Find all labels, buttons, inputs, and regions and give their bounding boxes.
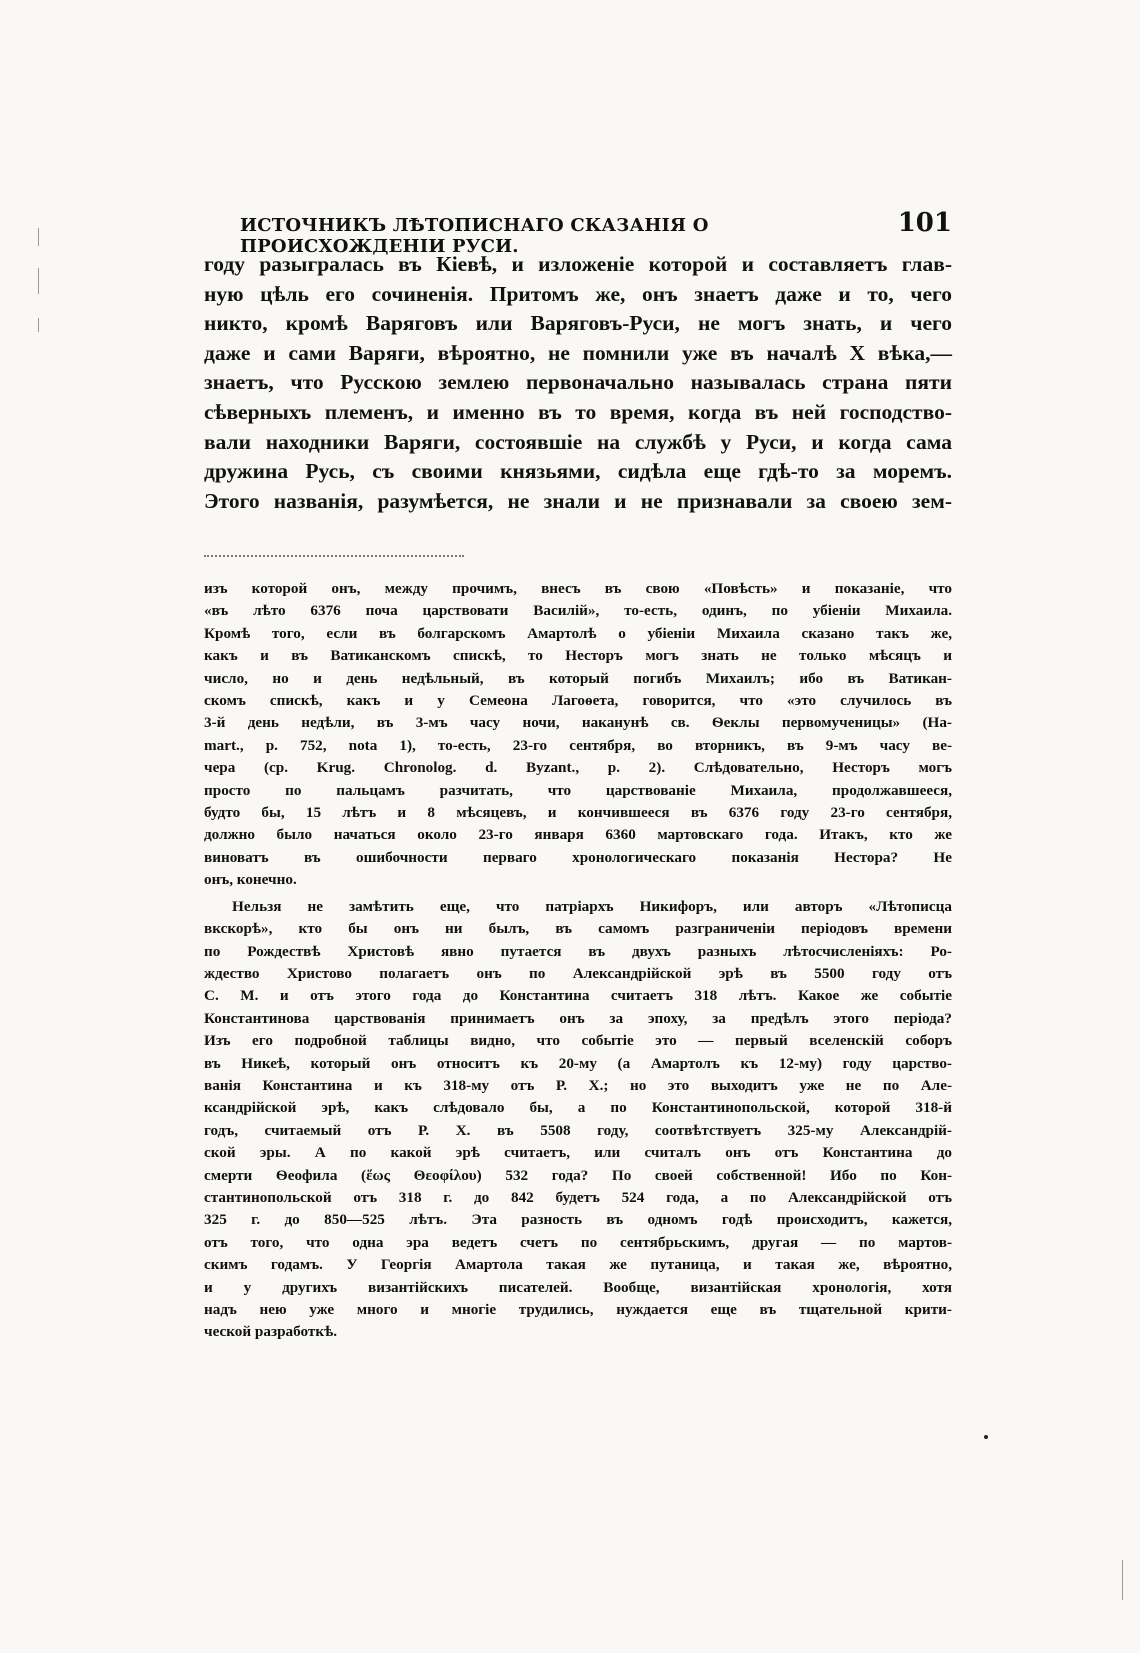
footnote-line: ской эры. А по какой эрѣ считаетъ, или считалъ онъ отъ Константина до <box>204 1144 952 1162</box>
footnote-line: просто по пальцамъ разчитать, что царствованіе Михаила, продолжавшееся, <box>204 781 952 799</box>
footnote-line: ксандрійской эрѣ, какъ слѣдовало бы, а по Константинопольской, которой 318-й <box>204 1099 952 1117</box>
footnote <box>204 578 952 1344</box>
main-line: дружина Русь, съ своими князьями, сидѣла еще гдѣ-то за моремъ. <box>204 459 952 484</box>
footnote-divider <box>204 555 464 557</box>
margin-mark-right <box>1122 1560 1123 1600</box>
footnote-line: онъ, конечно. <box>204 871 297 889</box>
main-line: знаетъ, что Русскою землею первоначально называлась страна пяти <box>204 370 952 395</box>
margin-mark-left-low <box>38 318 39 332</box>
footnote-line: смерти Ѳеофила (ἕως Θεοφίλου) 532 года? По своей собственной! Ибо по Кон- <box>204 1166 952 1184</box>
footnote-line: ждество Христово полагаетъ онъ по Александрійской эрѣ въ 5500 году отъ <box>204 964 952 982</box>
footnote-line: изъ которой онъ, между прочимъ, внесъ въ свою «Повѣсть» и показаніе, что <box>204 580 952 597</box>
footnote-line: по Рождествѣ Христовѣ явно путается въ двухъ разныхъ лѣтосчисленіяхъ: Ро- <box>204 942 952 960</box>
footnote-line: стантинопольской отъ 318 г. до 842 будетъ 524 года, а по Александрійской отъ <box>204 1188 952 1206</box>
main-line: Этого названія, разумѣется, не знали и не признавали за своею зем- <box>204 488 952 513</box>
footnote-line: виноватъ въ ошибочности перваго хронологическаго показанія Нестора? Не <box>204 848 952 866</box>
running-title: ИСТОЧНИКЪ ЛѢТОПИСНАГО СКАЗАНІЯ О ПРОИСХОЖДЕНІИ РУСИ. <box>240 215 709 257</box>
main-line: никто, кромѣ Варяговъ или Варяговъ-Руси, не могъ знать, и чего <box>204 311 952 336</box>
footnote-line: должно было начаться около 23-го января 6360 мартовскаго года. Итакъ, кто же <box>204 826 952 844</box>
footnote-line: 3-й день недѣли, въ 3-мъ часу ночи, наканунѣ св. Ѳеклы первомученицы» (Ha- <box>204 714 952 732</box>
margin-mark-left-top <box>38 228 39 246</box>
footnote-line: будто бы, 15 лѣтъ и 8 мѣсяцевъ, и кончившееся въ 6376 году 23-го сентября, <box>204 804 952 822</box>
footnote-line: Константинова царствованія принимаетъ онъ за эпоху, за предѣлъ этого періода? <box>204 1009 952 1027</box>
main-line: вали находники Варяги, состоявшіе на службѣ у Руси, и когда сама <box>204 429 952 454</box>
footnote-line: «въ лѣто 6376 поча царствовати Василій», то-есть, одинъ, по убіеніи Михаила. <box>204 602 952 620</box>
footnote-line: годъ, считаемый отъ Р. Х. въ 5508 году, соотвѣтствуетъ 325-му Александрій- <box>204 1121 952 1139</box>
ink-speck <box>984 1435 988 1439</box>
footnote-line: С. М. и отъ этого года до Константина считаетъ 318 лѣтъ. Какое же событіе <box>204 987 952 1005</box>
footnote-line: въ Никеѣ, который онъ относитъ къ 20-му (а Амартолъ къ 12-му) году царство- <box>204 1054 952 1072</box>
main-line: сѣверныхъ племенъ, и именно въ то время, когда въ ней господство- <box>204 399 952 424</box>
footnote-line: скимъ годамъ. У Георгія Амартола такая же путаница, и такая же, вѣроятно, <box>204 1256 952 1274</box>
main-line: даже и сами Варяги, вѣроятно, не помнили уже въ началѣ X вѣка,— <box>204 340 952 365</box>
footnote-line: скомъ спискѣ, какъ и у Семеона Лагоѳета, говорится, что «это случилось въ <box>204 692 952 710</box>
footnote-line: Кромѣ того, если въ болгарскомъ Амартолѣ о убіеніи Михаила сказано такъ же, <box>204 624 952 642</box>
main-line: году разыгралась въ Кіевѣ, и изложеніе которой и составляетъ глав- <box>204 252 952 276</box>
footnote-line: отъ того, что одна эра ведетъ счетъ по сентябрьскимъ, другая — по мартов- <box>204 1233 952 1251</box>
footnote-line: и у другихъ византійскихъ писателей. Вообще, византійская хронологія, хотя <box>204 1278 952 1296</box>
footnote-line: ческой разработкѣ. <box>204 1323 338 1341</box>
footnote-line: Нельзя не замѣтить еще, что патріархъ Никифоръ, или авторъ «Лѣтописца <box>232 897 952 915</box>
footnote-line: Изъ его подробной таблицы видно, что событіе это — первый вселенскій соборъ <box>204 1032 952 1050</box>
margin-mark-left-mid <box>38 268 39 294</box>
footnote-line: 325 г. до 850—525 лѣтъ. Эта разность въ одномъ годѣ происходитъ, кажется, <box>204 1211 952 1229</box>
page-number: 101 <box>897 208 952 238</box>
footnote-line: ванія Константина и къ 318-му отъ Р. Х.; но это выходитъ уже не по Але- <box>204 1076 952 1094</box>
footnote-line: надъ нею уже много и многіе трудились, нуждается еще въ тщательной крити- <box>204 1301 952 1318</box>
footnote-line: mart., p. 752, nota 1), то-есть, 23-го сентября, во вторникъ, въ 9-мъ часу ве- <box>204 736 952 754</box>
footnote-line: чера (ср. Krug. Chronolog. d. Byzant., p. 2). Слѣдовательно, Несторъ могъ <box>204 759 952 777</box>
footnote-line: число, но и день недѣльный, въ который погибъ Михаилъ; ибо въ Ватикан- <box>204 669 952 687</box>
footnote-paragraph-1 <box>204 578 952 892</box>
footnote-line: какъ и въ Ватиканскомъ спискѣ, то Несторъ могъ знать не только мѣсяцъ и <box>204 647 952 665</box>
footnote-paragraph-2 <box>204 896 952 1344</box>
main-text <box>204 250 952 516</box>
main-line: ную цѣль его сочиненія. Притомъ же, онъ знаетъ даже и то, чего <box>204 281 952 306</box>
footnote-line: вкскорѣ», кто бы онъ ни былъ, въ самомъ разграниченіи періодовъ времени <box>204 920 952 938</box>
